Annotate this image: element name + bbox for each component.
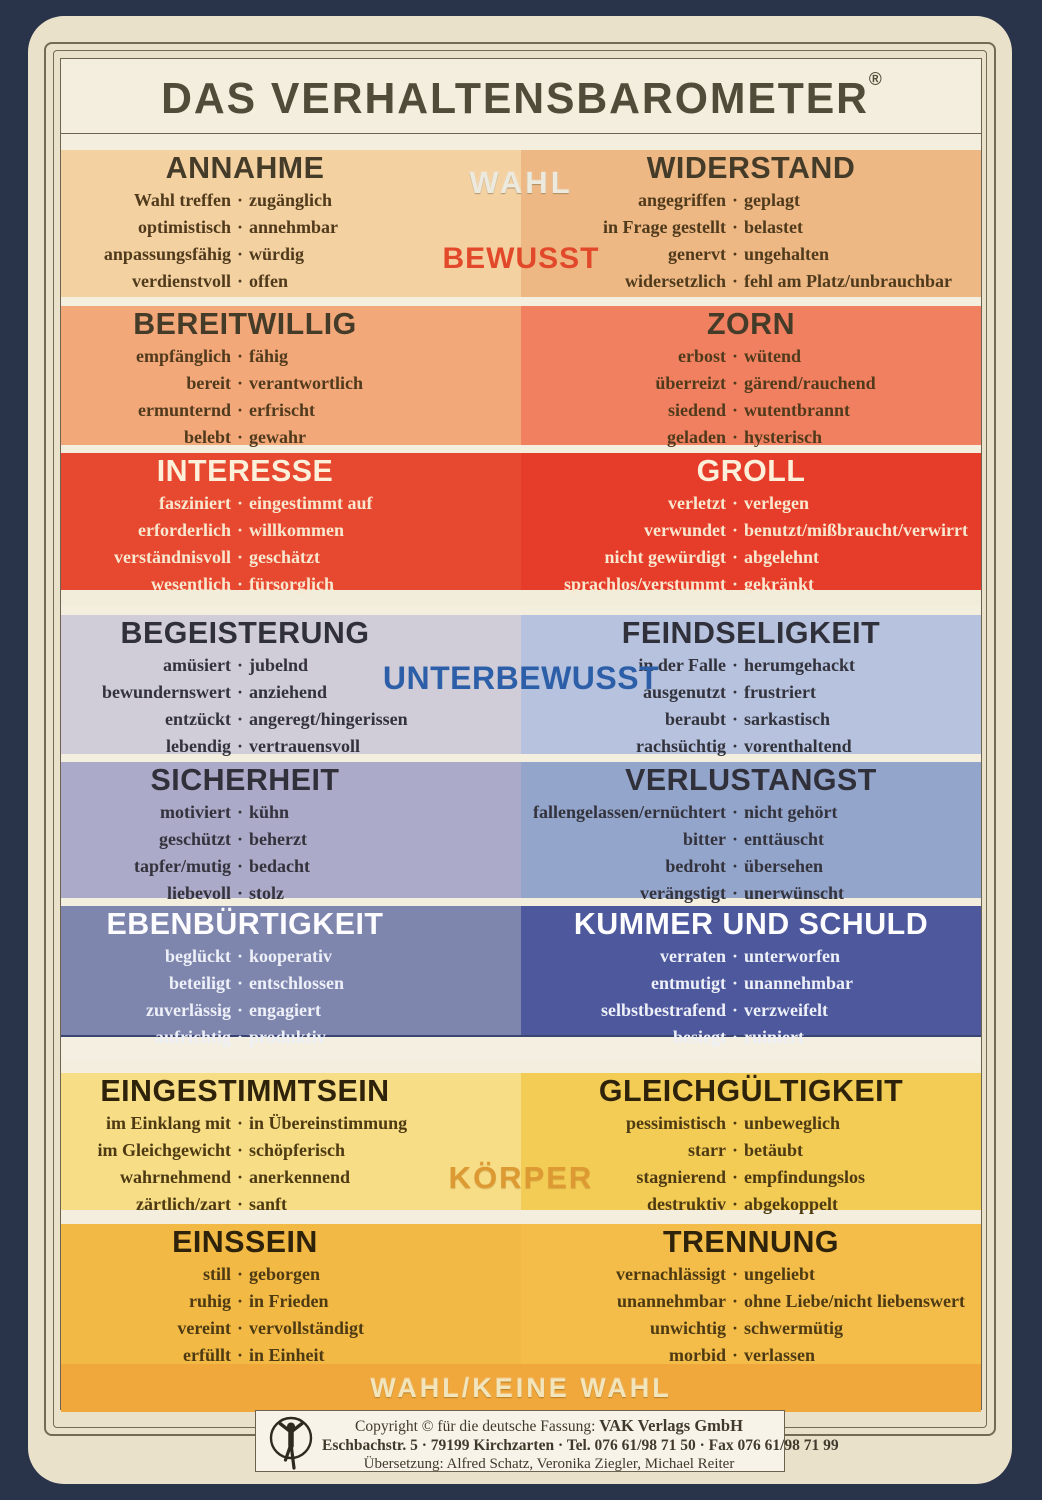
word-left: erbost xyxy=(678,346,726,366)
separator-dot: · xyxy=(731,655,738,675)
separator-dot: · xyxy=(731,736,738,756)
word-right: kooperativ xyxy=(249,946,332,966)
separator-dot: · xyxy=(731,547,738,567)
word-left: zuverlässig xyxy=(146,1000,231,1020)
separator-dot: · xyxy=(236,1194,243,1214)
word-pair-row xyxy=(61,943,429,970)
copyright-line2: Eschbachstr. 5 · 79199 Kirchzarten · Tel. 076 61/98 71 50 · Fax 076 61/98 71 99 xyxy=(322,1437,839,1454)
word-pair-row xyxy=(521,343,981,370)
word-left: siedend xyxy=(667,400,726,420)
word-left: wesentlich xyxy=(151,574,231,594)
word-right: betäubt xyxy=(744,1140,804,1160)
separator-dot: · xyxy=(236,520,243,540)
word-left: angegriffen xyxy=(638,190,726,210)
word-pair-row xyxy=(61,544,429,571)
word-left: fallengelassen/ernüchtert xyxy=(533,802,726,822)
category-right xyxy=(521,1224,981,1364)
category-left xyxy=(61,906,521,1047)
word-right: geborgen xyxy=(249,1264,320,1284)
koerper-label: KÖRPER xyxy=(448,1160,594,1195)
category-title: BEREITWILLIG xyxy=(133,306,357,341)
word-left: wahrnehmend xyxy=(119,1167,231,1187)
wahl-keine-wahl-band xyxy=(61,1364,981,1412)
word-left: empfänglich xyxy=(135,346,231,366)
word-right: vorenthaltend xyxy=(744,736,852,756)
separator-dot: · xyxy=(731,574,738,594)
separator-dot: · xyxy=(731,400,738,420)
word-left: beraubt xyxy=(664,709,726,729)
word-right: erfrischt xyxy=(249,400,315,420)
word-left: optimistisch xyxy=(137,217,231,237)
separator-dot: · xyxy=(236,973,243,993)
category-right xyxy=(521,306,981,445)
category-title: GROLL xyxy=(696,453,806,488)
word-right: bedacht xyxy=(249,856,311,876)
word-pair-row xyxy=(61,826,429,853)
section-einssein-trennung xyxy=(61,1210,981,1364)
copyright-box xyxy=(255,1410,839,1472)
word-pair-row xyxy=(61,1342,429,1369)
separator-dot: · xyxy=(236,1027,243,1047)
separator-dot: · xyxy=(236,373,243,393)
word-right: geplagt xyxy=(744,190,800,210)
word-left: im Gleichgewicht xyxy=(97,1140,231,1160)
separator-dot: · xyxy=(731,271,738,291)
word-right: verlassen xyxy=(744,1345,815,1365)
separator-dot: · xyxy=(236,271,243,291)
word-left: destruktiv xyxy=(646,1194,726,1214)
word-pair-row xyxy=(61,370,429,397)
word-left: entmutigt xyxy=(651,973,726,993)
word-pair-row xyxy=(61,1261,429,1288)
word-pair-row xyxy=(61,799,429,826)
word-right: frustriert xyxy=(744,682,816,702)
word-pair-row xyxy=(521,853,981,880)
separator-dot: · xyxy=(236,883,243,903)
word-right: jubelnd xyxy=(249,655,309,675)
category-title: BEGEISTERUNG xyxy=(120,615,370,650)
word-left: stagnierend xyxy=(636,1167,726,1187)
category-title: EINGESTIMMTSEIN xyxy=(100,1073,390,1108)
separator-dot: · xyxy=(731,1345,738,1365)
word-right: würdig xyxy=(249,244,305,264)
word-right: belastet xyxy=(744,217,803,237)
word-left: beglückt xyxy=(164,946,231,966)
word-pair-row xyxy=(61,1024,429,1051)
separator-dot: · xyxy=(731,190,738,210)
category-left xyxy=(61,453,521,594)
word-left: geladen xyxy=(666,427,726,447)
page-title-text: DAS VERHALTENSBAROMETER xyxy=(160,73,869,123)
section-interesse-groll xyxy=(61,445,981,594)
separator-dot: · xyxy=(236,346,243,366)
registered-mark: ® xyxy=(868,68,882,89)
word-pair-row xyxy=(61,970,429,997)
word-right: verantwortlich xyxy=(249,373,363,393)
word-right: verlegen xyxy=(744,493,809,513)
word-pair-row xyxy=(61,343,429,370)
word-pair-row xyxy=(61,679,429,706)
word-left: besiegt xyxy=(673,1027,726,1047)
word-pair-row xyxy=(521,370,981,397)
word-pair-row xyxy=(61,397,429,424)
category-title: INTERESSE xyxy=(156,453,334,488)
copyright-line3: Übersetzung: Alfred Schatz, Veronika Ziegler, Michael Reiter xyxy=(363,1456,735,1472)
word-left: amüsiert xyxy=(163,655,231,675)
word-right: angeregt/hingerissen xyxy=(249,709,408,729)
separator-dot: · xyxy=(236,400,243,420)
word-right: benutzt/mißbraucht/verwirrt xyxy=(744,520,968,540)
wahl-keine-wahl-label: WAHL/KEINE WAHL xyxy=(370,1372,672,1403)
separator-dot: · xyxy=(731,709,738,729)
word-right: in Übereinstimmung xyxy=(249,1113,408,1133)
word-left: verdienstvoll xyxy=(132,271,231,291)
word-left: selbstbestrafend xyxy=(601,1000,726,1020)
word-left: anpassungsfähig xyxy=(103,244,231,264)
word-right: schöpferisch xyxy=(249,1140,345,1160)
separator-dot: · xyxy=(236,1140,243,1160)
separator-dot: · xyxy=(731,682,738,702)
word-left: motiviert xyxy=(160,802,231,822)
separator-dot: · xyxy=(731,856,738,876)
word-left: verletzt xyxy=(668,493,726,513)
word-left: ausgenutzt xyxy=(642,682,726,702)
word-right: entschlossen xyxy=(249,973,345,993)
word-pair-row xyxy=(521,706,981,733)
word-pair-row xyxy=(521,490,981,517)
publisher-name: VAK Verlags GmbH xyxy=(599,1416,743,1435)
section-bereitwillig-zorn xyxy=(61,297,981,445)
word-right: verzweifelt xyxy=(744,1000,828,1020)
word-left: nicht gewürdigt xyxy=(604,547,726,567)
separator-dot: · xyxy=(731,1000,738,1020)
word-right: fürsorglich xyxy=(249,574,334,594)
separator-dot: · xyxy=(236,709,243,729)
copyright-line1-text: Copyright © für die deutsche Fassung: xyxy=(355,1418,600,1435)
word-right: sanft xyxy=(249,1194,288,1214)
word-right: engagiert xyxy=(249,1000,321,1020)
word-right: wutentbrannt xyxy=(744,400,851,420)
separator-dot: · xyxy=(236,1000,243,1020)
word-right: kühn xyxy=(249,802,290,822)
barometer-sections xyxy=(61,134,981,1412)
title-bar xyxy=(61,59,981,134)
word-right: beherzt xyxy=(249,829,307,849)
word-right: in Einheit xyxy=(249,1345,325,1365)
separator-dot: · xyxy=(236,682,243,702)
word-pair-row xyxy=(521,1261,981,1288)
word-left: in Frage gestellt xyxy=(603,217,726,237)
word-left: sprachlos/verstummt xyxy=(564,574,726,594)
category-title: SICHERHEIT xyxy=(150,762,340,797)
separator-dot: · xyxy=(731,829,738,849)
separator-dot: · xyxy=(236,856,243,876)
word-pair-row xyxy=(61,1315,429,1342)
word-pair-row xyxy=(61,571,429,598)
word-left: vereint xyxy=(177,1318,231,1338)
word-pair-row xyxy=(521,970,981,997)
word-right: abgelehnt xyxy=(744,547,820,567)
category-title: EINSSEIN xyxy=(172,1224,318,1259)
category-left xyxy=(61,762,521,903)
separator-dot: · xyxy=(731,1140,738,1160)
separator-dot: · xyxy=(731,217,738,237)
category-title: TRENNUNG xyxy=(662,1224,840,1259)
word-left: unwichtig xyxy=(649,1318,726,1338)
word-pair-row xyxy=(521,1288,981,1315)
word-pair-row xyxy=(61,241,429,268)
separator-dot: · xyxy=(731,493,738,513)
word-pair-row xyxy=(521,1110,981,1137)
word-right: schwermütig xyxy=(744,1318,843,1338)
word-left: lebendig xyxy=(165,736,231,756)
bewusst-label: BEWUSST xyxy=(442,242,600,275)
word-right: gekränkt xyxy=(744,574,815,594)
word-left: bitter xyxy=(683,829,726,849)
word-left: bewundernswert xyxy=(102,682,231,702)
category-title: ANNAHME xyxy=(165,150,325,185)
separator-dot: · xyxy=(236,493,243,513)
separator-dot: · xyxy=(236,1113,243,1133)
word-left: starr xyxy=(688,1140,726,1160)
word-pair-row xyxy=(61,490,429,517)
word-right: sarkastisch xyxy=(744,709,831,729)
word-pair-row xyxy=(61,706,429,733)
vak-logo-icon xyxy=(264,1414,320,1477)
word-pair-row xyxy=(61,1288,429,1315)
word-left: bedroht xyxy=(665,856,726,876)
wahl-label: WAHL xyxy=(469,165,573,200)
separator-dot: · xyxy=(731,973,738,993)
category-title: KUMMER UND SCHULD xyxy=(573,906,929,941)
category-title: EBENBÜRTIGKEIT xyxy=(106,906,384,941)
word-right: ungeliebt xyxy=(744,1264,816,1284)
word-left: verwundet xyxy=(644,520,726,540)
word-pair-row xyxy=(521,544,981,571)
word-left: ruhig xyxy=(188,1291,231,1311)
word-left: zärtlich/zart xyxy=(136,1194,231,1214)
word-right: annehmbar xyxy=(249,217,339,237)
word-right: wütend xyxy=(744,346,802,366)
unterbewusst-label: UNTERBEWUSST xyxy=(382,660,660,696)
separator-dot: · xyxy=(236,736,243,756)
separator-dot: · xyxy=(236,574,243,594)
word-right: vervollständigt xyxy=(249,1318,364,1338)
category-left xyxy=(61,1224,521,1364)
separator-dot: · xyxy=(236,1345,243,1365)
word-right: fähig xyxy=(249,346,289,366)
separator-dot: · xyxy=(236,1167,243,1187)
separator-dot: · xyxy=(236,217,243,237)
word-right: ruiniert xyxy=(744,1027,804,1047)
word-pair-row xyxy=(61,652,429,679)
word-left: morbid xyxy=(668,1345,726,1365)
separator-dot: · xyxy=(236,802,243,822)
separator-dot: · xyxy=(731,373,738,393)
word-right: herumgehackt xyxy=(744,655,855,675)
word-right: unterworfen xyxy=(744,946,840,966)
separator-dot: · xyxy=(731,520,738,540)
separator-dot: · xyxy=(731,946,738,966)
category-title: VERLUSTANGST xyxy=(625,762,877,797)
word-pair-row xyxy=(521,1315,981,1342)
separator-dot: · xyxy=(731,427,738,447)
separator-dot: · xyxy=(731,1027,738,1047)
word-right: nicht gehört xyxy=(744,802,838,822)
word-pair-row xyxy=(521,826,981,853)
word-left: erforderlich xyxy=(138,520,231,540)
word-left: entzückt xyxy=(165,709,231,729)
word-right: stolz xyxy=(249,883,284,903)
word-left: genervt xyxy=(668,244,726,264)
separator-dot: · xyxy=(731,802,738,822)
separator-dot: · xyxy=(731,1113,738,1133)
word-right: unerwünscht xyxy=(744,883,845,903)
separator-dot: · xyxy=(236,244,243,264)
word-left: vernachlässigt xyxy=(616,1264,726,1284)
copyright-line1 xyxy=(322,1416,776,1436)
word-right: in Frieden xyxy=(249,1291,329,1311)
word-pair-row xyxy=(61,268,429,295)
word-right: abgekoppelt xyxy=(744,1194,839,1214)
word-right: unbeweglich xyxy=(744,1113,841,1133)
word-right: hysterisch xyxy=(744,427,822,447)
word-left: unannehmbar xyxy=(616,1291,726,1311)
category-title: ZORN xyxy=(706,306,796,341)
word-right: willkommen xyxy=(249,520,345,540)
word-right: ungehalten xyxy=(744,244,830,264)
word-left: Wahl treffen xyxy=(133,190,231,210)
separator-dot: · xyxy=(236,427,243,447)
separator-dot: · xyxy=(731,244,738,264)
separator-dot: · xyxy=(236,1291,243,1311)
word-right: übersehen xyxy=(744,856,824,876)
word-pair-row xyxy=(521,187,981,214)
word-right: anziehend xyxy=(249,682,328,702)
word-pair-row xyxy=(61,1164,429,1191)
word-left: ermunternd xyxy=(138,400,231,420)
separator-dot: · xyxy=(731,1318,738,1338)
word-right: enttäuscht xyxy=(744,829,824,849)
word-left: geschützt xyxy=(159,829,231,849)
word-pair-row xyxy=(521,571,981,598)
separator-dot: · xyxy=(731,883,738,903)
word-left: verängstigt xyxy=(640,883,726,903)
word-right: gewahr xyxy=(249,427,306,447)
word-left: fasziniert xyxy=(159,493,231,513)
word-left: erfüllt xyxy=(183,1345,231,1365)
word-right: geschätzt xyxy=(249,547,320,567)
word-right: anerkennend xyxy=(249,1167,351,1187)
word-right: fehl am Platz/unbrauchbar xyxy=(744,271,953,291)
section-ebenbuertigkeit-kummer xyxy=(61,898,981,1047)
word-right: produktiv xyxy=(249,1027,326,1047)
word-left: rachsüchtig xyxy=(636,736,726,756)
word-pair-row xyxy=(61,214,429,241)
word-left: tapfer/mutig xyxy=(134,856,231,876)
word-pair-row xyxy=(61,187,429,214)
word-pair-row xyxy=(61,997,429,1024)
separator-dot: · xyxy=(731,1194,738,1214)
word-pair-row xyxy=(521,517,981,544)
category-title: GLEICHGÜLTIGKEIT xyxy=(598,1073,904,1108)
word-right: eingestimmt auf xyxy=(249,493,373,513)
word-right: ohne Liebe/nicht liebenswert xyxy=(744,1291,965,1311)
separator-dot: · xyxy=(236,547,243,567)
word-pair-row xyxy=(521,214,981,241)
separator-dot: · xyxy=(731,346,738,366)
category-right xyxy=(521,762,981,903)
separator-dot: · xyxy=(236,655,243,675)
category-right xyxy=(521,453,981,594)
word-pair-row xyxy=(61,1110,429,1137)
separator-dot: · xyxy=(236,946,243,966)
word-pair-row xyxy=(61,517,429,544)
word-left: im Einklang mit xyxy=(105,1113,231,1133)
barometer-card xyxy=(28,16,1012,1484)
word-left: widersetzlich xyxy=(625,271,726,291)
page-title xyxy=(161,69,882,124)
word-left: aufrichtig xyxy=(155,1027,231,1047)
category-title: WIDERSTAND xyxy=(646,150,856,185)
word-pair-row xyxy=(521,943,981,970)
word-left: beteiligt xyxy=(169,973,231,993)
word-pair-row xyxy=(521,799,981,826)
word-right: unannehmbar xyxy=(744,973,854,993)
content-box xyxy=(60,58,982,1410)
word-left: liebevoll xyxy=(167,883,231,903)
word-left: bereit xyxy=(186,373,231,393)
word-left: verständnisvoll xyxy=(113,547,231,567)
word-pair-row xyxy=(521,397,981,424)
section-sicherheit-verlustangst xyxy=(61,754,981,903)
word-left: still xyxy=(202,1264,231,1284)
category-left xyxy=(61,306,521,445)
word-right: gärend/rauchend xyxy=(744,373,876,393)
word-right: empfindungslos xyxy=(744,1167,866,1187)
word-left: pessimistisch xyxy=(625,1113,726,1133)
word-left: in der Falle xyxy=(638,655,726,675)
word-left: belebt xyxy=(184,427,231,447)
separator-dot: · xyxy=(236,829,243,849)
word-pair-row xyxy=(61,853,429,880)
separator-dot: · xyxy=(236,1264,243,1284)
word-pair-row xyxy=(521,997,981,1024)
word-pair-row xyxy=(521,1024,981,1051)
word-right: zugänglich xyxy=(249,190,333,210)
separator-dot: · xyxy=(731,1291,738,1311)
word-left: überreizt xyxy=(655,373,726,393)
category-title: FEINDSELIGKEIT xyxy=(621,615,881,650)
separator-dot: · xyxy=(731,1167,738,1187)
word-right: offen xyxy=(249,271,288,291)
separator-dot: · xyxy=(236,1318,243,1338)
separator-dot: · xyxy=(236,190,243,210)
word-pair-row xyxy=(61,1137,429,1164)
word-left: verraten xyxy=(660,946,726,966)
word-right: vertrauensvoll xyxy=(249,736,360,756)
separator-dot: · xyxy=(731,1264,738,1284)
category-right xyxy=(521,906,981,1047)
word-pair-row xyxy=(521,1342,981,1369)
